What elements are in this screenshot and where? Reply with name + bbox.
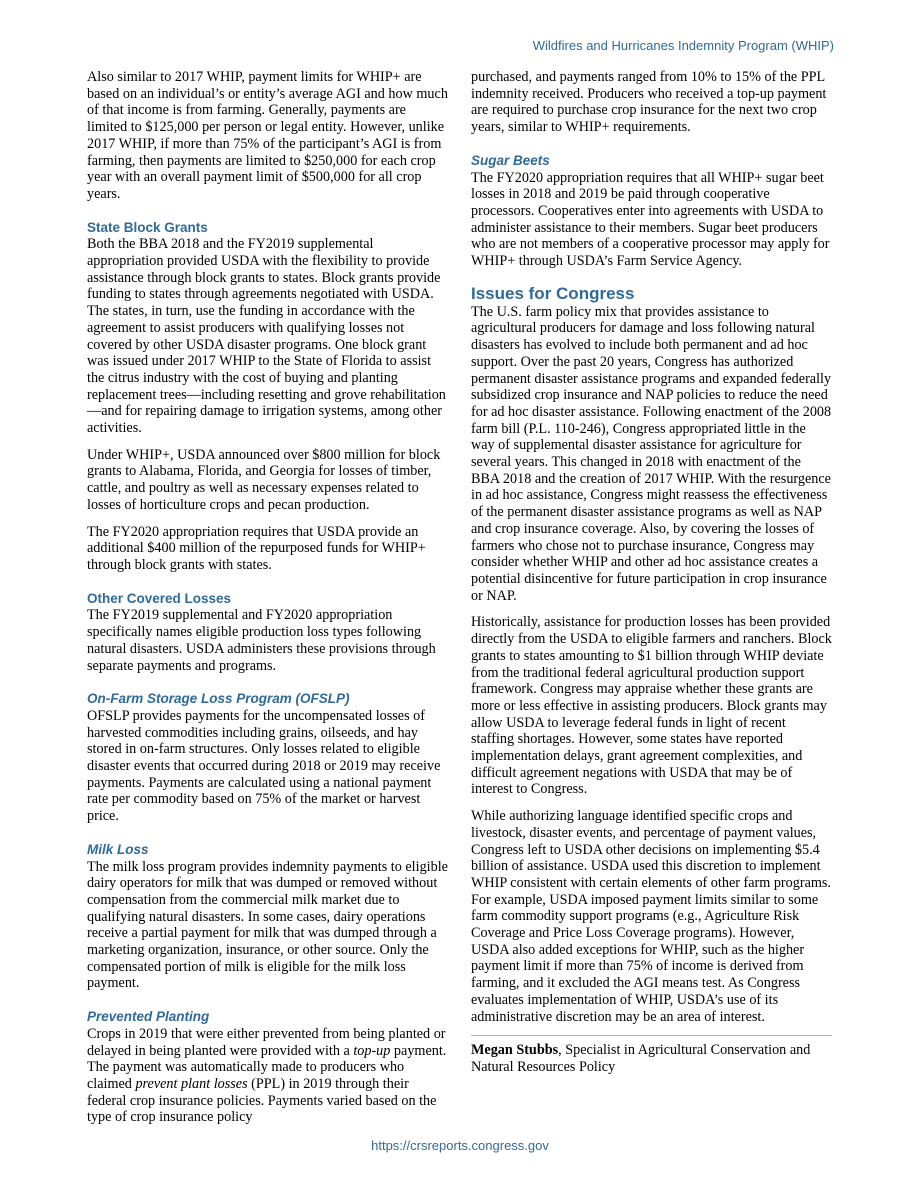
issues-paragraph-2: Historically, assistance for production losses has been provided directly from the USDA to eligible farmers and ranchers. Block grants to states amounting to $1 billion through WHIP deviate from the traditional federal agricultural production support framework. Congress may appraise whether these grants are more or less effective in assisting producers. Block grants may allow USDA to leverage federal funds in light of recent staffing shortages. However, some states have reported implementation delays, grant agreement complexities, and difficult agreement negations with USDA that may be of interest to Congress.: [471, 614, 832, 798]
prevented-text-3: (PPL) in 2019 through their federal crop insurance policies. Payments varied based on the type of crop insurance policy: [87, 1075, 437, 1126]
author-title: , Specialist in Agricultural Conservation and Natural Resources Policy: [471, 1042, 811, 1075]
ofslp-paragraph: OFSLP provides payments for the uncompensated losses of harvested commodities including grains, oilseeds, and hay stored in on-farm structures. Only losses related to eligible disaster events that occurred during 2018 or 2019 may receive payments. Payments are calculated using a national payment rate per commodity based on 75% of the market or harvest price.: [87, 707, 441, 825]
sugar-beets-paragraph: The FY2020 appropriation requires that all WHIP+ sugar beet losses in 2018 and 2019 be paid through cooperative processors. Cooperatives enter into agreements with USDA to administer assistance to their members. Sugar beet producers who are not members of a cooperative processor may apply for WHIP+ through USDA’s Farm Service Agency.: [471, 169, 830, 270]
issues-paragraph-3: While authorizing language identified specific crops and livestock, disaster events, and percentage of payment values, Congress left to USDA other decisions on implementing $5.4 billion of assistance. USDA used this discretion to implement WHIP consistent with certain elements of other farm programs. For example, USDA imposed payment limits similar to some farm commodity support programs (e.g., Agriculture Risk Coverage and Price Loss Coverage programs). However, USDA also added exceptions for WHIP, such as the higher payment limit if more than 75% of income is derived from farming, and it excluded the AGI means test. As Congress evaluates implementation of WHIP, USDA’s use of its administrative discretion may be an area of interest.: [471, 808, 831, 1025]
state-block-grants-heading: State Block Grants: [87, 219, 208, 235]
running-header: Wildfires and Hurricanes Indemnity Program (WHIP): [532, 38, 834, 53]
issues-for-congress-heading: Issues for Congress: [471, 283, 635, 303]
milk-loss-heading: Milk Loss: [87, 841, 149, 857]
right-column: [471, 69, 832, 1086]
milk-loss-paragraph: The milk loss program provides indemnity payments to eligible dairy operators for milk that was dumped or removed without compensation from the commercial milk market due to qualifying natural disasters. In some cases, dairy operations receive a partial payment for milk that was dumped through a marketing organization, insurance, or other source. Only the compensated portion of milk is eligible for the milk loss payment.: [87, 858, 448, 992]
prevented-planting-heading: Prevented Planting: [87, 1009, 210, 1025]
prevented-text-1: Crops in 2019 that were either prevented from being planted or delayed in being planted were provided with a: [87, 1025, 446, 1059]
author-line: [471, 1042, 832, 1075]
left-column: [87, 69, 448, 1136]
prevented-planting-paragraph: [87, 1026, 448, 1126]
payment-limits-paragraph: Also similar to 2017 WHIP, payment limits for WHIP+ are based on an individual’s or entity’s average AGI and how much of that income is from farming. Generally, payments are limited to $125,000 per person or legal entity. However, unlike 2017 WHIP, if more than 75% of the participant’s AGI is from farming, then payments are limited to $250,000 for each crop year with an overall payment limit of $500,000 for all crop years.: [87, 69, 448, 202]
other-covered-losses-paragraph: The FY2019 supplemental and FY2020 appropriation specifically names eligible production loss types following natural disasters. USDA administers these provisions through separate payments and programs.: [87, 607, 436, 674]
footer-url[interactable]: https://crsreports.congress.gov: [371, 1138, 549, 1153]
prevented-planting-continued: purchased, and payments ranged from 10% to 15% of the PPL indemnity received. Producers who received a top-up payment are required to purchase crop insurance for the next two crop years, similar to WHIP+ requirements.: [471, 69, 827, 136]
state-block-grants-paragraph-2: Under WHIP+, USDA announced over $800 million for block grants to Alabama, Florida, and Georgia for losses of timber, cattle, and poultry as well as necessary expenses related to losses of horticulture crops and pecan production.: [87, 446, 441, 513]
author-divider: [471, 1035, 832, 1036]
author-name: Megan Stubbs: [471, 1042, 559, 1059]
state-block-grants-paragraph-3: The FY2020 appropriation requires that USDA provide an additional $400 million of the repurposed funds for WHIP+ through block grants with states.: [87, 523, 426, 573]
other-covered-losses-heading: Other Covered Losses: [87, 590, 232, 606]
issues-paragraph-1: The U.S. farm policy mix that provides assistance to agricultural producers for damage and loss following natural disasters has evolved to include both permanent and ad hoc support. Over the past 20 years, Congress has authorized permanent disaster assistance programs and expanded federally subsidized crop insurance and NAP policies to reduce the need for ad hoc disaster assistance. Following enactment of the 2008 farm bill (P.L. 110-246), Congress appropriated little in the way of supplemental disaster assistance for agriculture for several years. This changed in 2018 with enactment of the BBA 2018 and the creation of 2017 WHIP. With the resurgence in ad hoc assistance, Congress might reassess the effectiveness of the permanent disaster assistance programs as well as NAP and crop insurance coverage. Also, by covering the losses of farmers who chose not to purchase insurance, Congress may consider whether WHIP and other ad hoc assistance creates a potential disincentive for future participation in crop insurance or NAP.: [471, 303, 832, 604]
prevent-plant-losses-term: prevent plant losses: [135, 1075, 248, 1092]
ofslp-heading: On-Farm Storage Loss Program (OFSLP): [87, 691, 350, 707]
sugar-beets-heading: Sugar Beets: [471, 152, 550, 168]
prevented-text-2: payment. The payment was automatically made to producers who claimed: [87, 1042, 447, 1092]
top-up-term: top-up: [353, 1042, 391, 1059]
state-block-grants-paragraph-1: Both the BBA 2018 and the FY2019 supplemental appropriation provided USDA with the flexibility to provide assistance through block grants to states. Block grants provide funding to states through agreements negotiated with USDA. The states, in turn, use the funding in accordance with the agreement to assist producers with qualifying losses not covered by other USDA disaster programs. One block grant was issued under 2017 WHIP to the State of Florida to assist the citrus industry with the cost of buying and planting replacement trees—including resetting and grove rehabilitation—and for repairing damage to irrigation systems, among other activities.: [87, 236, 446, 437]
